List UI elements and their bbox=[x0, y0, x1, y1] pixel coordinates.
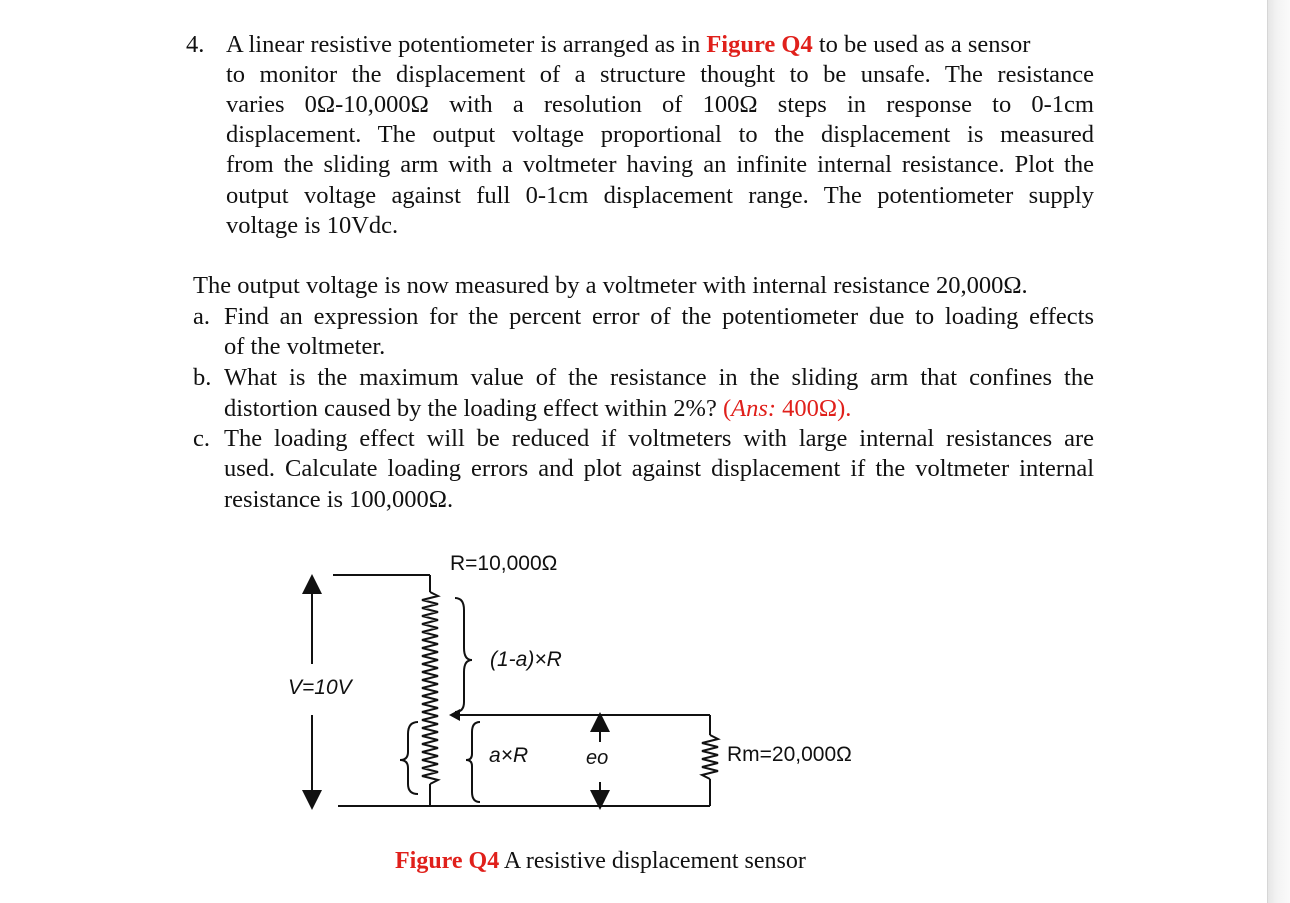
question-line: from the sliding arm with a voltmeter having an infinite internal resistance. Plot the bbox=[226, 151, 1094, 178]
question-number: 4. bbox=[186, 31, 205, 58]
upper-brace bbox=[455, 598, 472, 712]
caption-figure-ref: Figure Q4 bbox=[395, 848, 500, 874]
lower-section-label: a×R bbox=[489, 744, 529, 767]
part-b-marker: b. bbox=[193, 364, 212, 391]
part-b-line: What is the maximum value of the resistance in the sliding arm that confines the bbox=[224, 364, 1094, 391]
part-a-line: Find an expression for the percent error of the potentiometer due to loading effects bbox=[224, 303, 1094, 330]
rm-resistor-icon bbox=[702, 735, 718, 779]
figure-reference[interactable]: Figure Q4 bbox=[706, 31, 813, 58]
part-c-line: used. Calculate loading errors and plot against displacement if the voltmeter internal bbox=[224, 455, 1094, 482]
follow-up-intro: The output voltage is now measured by a voltmeter with internal resistance 20,000Ω. bbox=[193, 272, 1028, 299]
question-line: to monitor the displacement of a structure thought to be unsafe. The resistance bbox=[226, 61, 1094, 88]
answer-hint: (Ans: 400Ω). bbox=[722, 395, 852, 422]
question-line: output voltage against full 0-1cm displacement range. The potentiometer supply bbox=[226, 182, 1094, 209]
output-voltage-label: eo bbox=[586, 747, 609, 769]
question-text: to be used as a sensor bbox=[812, 31, 1031, 58]
upper-section-label: (1-a)×R bbox=[490, 648, 562, 671]
question-text: A linear resistive potentiometer is arranged as in bbox=[226, 31, 707, 58]
figure-caption bbox=[395, 846, 806, 876]
part-c-line: The loading effect will be reduced if voltmeters with large internal resistances are bbox=[224, 425, 1094, 452]
part-c-marker: c. bbox=[193, 425, 210, 452]
question-line: voltage is 10Vdc. bbox=[226, 212, 399, 239]
scrollbar-track[interactable] bbox=[1267, 0, 1290, 903]
part-b-text: distortion caused by the loading effect within 2%? bbox=[224, 395, 723, 422]
r-value-label: R=10,000Ω bbox=[450, 552, 558, 575]
meter-resistance-label: Rm=20,000Ω bbox=[727, 743, 852, 766]
lower-brace-left bbox=[400, 722, 418, 794]
lower-brace-right bbox=[466, 722, 480, 802]
question-line: varies 0Ω-10,000Ω with a resolution of 100Ω steps in response to 0-1cm bbox=[226, 91, 1094, 118]
caption-text: A resistive displacement sensor bbox=[499, 848, 806, 874]
part-c-line: resistance is 100,000Ω. bbox=[224, 486, 454, 513]
part-a-line: of the voltmeter. bbox=[224, 333, 386, 360]
supply-voltage-label: V=10V bbox=[288, 676, 352, 699]
question-line: displacement. The output voltage proportional to the displacement is measured bbox=[226, 121, 1094, 148]
slider-arrowhead-icon bbox=[449, 709, 460, 721]
part-a-marker: a. bbox=[193, 303, 210, 330]
potentiometer-resistor-icon bbox=[422, 592, 438, 784]
